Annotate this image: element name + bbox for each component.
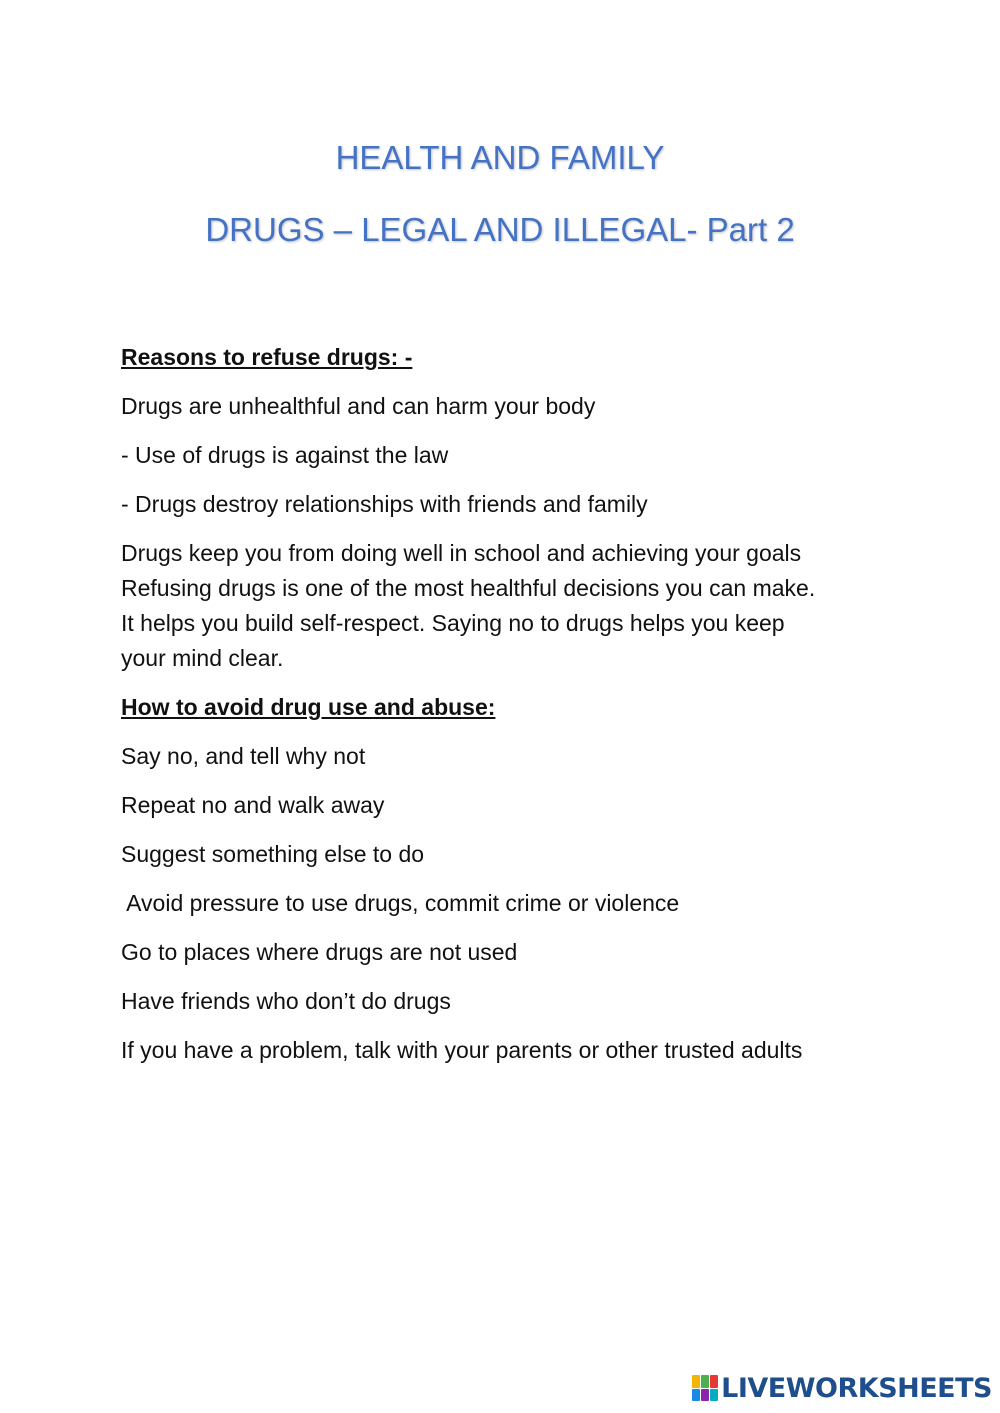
liveworksheets-logo[interactable] [692, 1371, 992, 1405]
paragraph-line: Drugs keep you from doing well in school and achieving your goals [121, 540, 802, 566]
title-line-2: DRUGS – LEGAL AND ILLEGAL- Part 2 [205, 211, 795, 248]
avoid-line: Go to places where drugs are not used [121, 939, 518, 965]
avoid-line: Repeat no and walk away [121, 792, 385, 818]
title-block [0, 122, 1000, 266]
reason-line: Drugs are unhealthful and can harm your body [121, 393, 596, 419]
avoid-line: Have friends who don’t do drugs [121, 988, 451, 1014]
section-heading-avoid: How to avoid drug use and abuse: [121, 694, 496, 720]
avoid-line: Avoid pressure to use drugs, commit crime or violence [121, 890, 680, 916]
title-line-1: HEALTH AND FAMILY [335, 139, 665, 176]
logo-mark-cell [692, 1389, 700, 1402]
worksheet-content [121, 340, 901, 1082]
logo-mark-cell [701, 1389, 709, 1402]
avoid-line: Suggest something else to do [121, 841, 425, 867]
reason-line: - Drugs destroy relationships with friends and family [121, 491, 648, 517]
section-heading-reasons: Reasons to refuse drugs: - [121, 344, 413, 370]
logo-text: LIVEWORKSHEETS [721, 1372, 992, 1404]
avoid-line: Say no, and tell why not [121, 743, 366, 769]
logo-mark-cell [692, 1375, 700, 1388]
logo-mark-icon [692, 1375, 718, 1401]
logo-mark-cell [710, 1389, 718, 1402]
reason-paragraph [121, 536, 901, 676]
reason-line: - Use of drugs is against the law [121, 442, 449, 468]
logo-mark-cell [701, 1375, 709, 1388]
avoid-line: If you have a problem, talk with your parents or other trusted adults [121, 1037, 803, 1063]
logo-mark-cell [710, 1375, 718, 1388]
paragraph-line: Refusing drugs is one of the most healthful decisions you can make. [121, 575, 816, 601]
paragraph-line: It helps you build self-respect. Saying no to drugs helps you keep [121, 610, 785, 636]
paragraph-line: your mind clear. [121, 645, 284, 671]
